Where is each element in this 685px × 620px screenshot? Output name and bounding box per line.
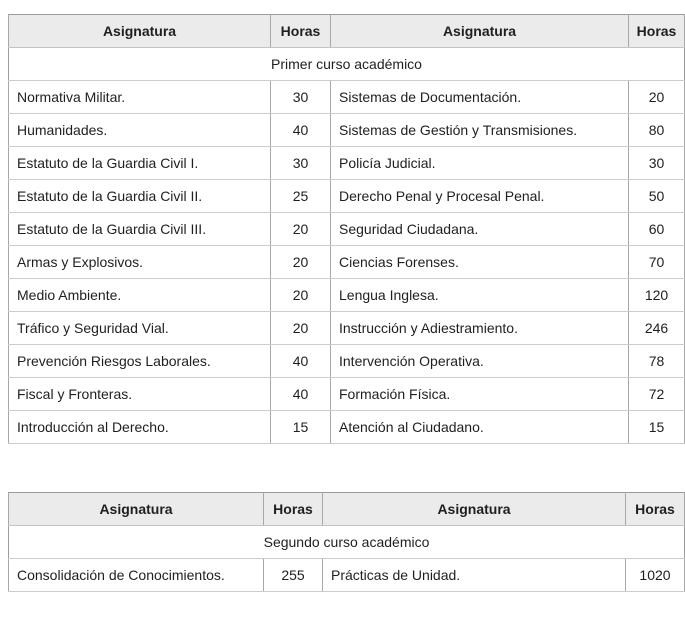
section-title-row bbox=[9, 526, 685, 559]
horas-cell: 15 bbox=[629, 411, 685, 444]
header-row bbox=[9, 493, 685, 526]
horas-cell: 30 bbox=[271, 147, 331, 180]
asignatura-header: Asignatura bbox=[9, 15, 271, 48]
asignatura-cell: Armas y Explosivos. bbox=[9, 246, 271, 279]
segundo-curso-table bbox=[8, 492, 685, 592]
asignatura-cell: Introducción al Derecho. bbox=[9, 411, 271, 444]
asignatura-cell: Derecho Penal y Procesal Penal. bbox=[331, 180, 629, 213]
horas-cell: 40 bbox=[271, 378, 331, 411]
horas-cell: 1020 bbox=[626, 559, 685, 592]
asignatura-cell: Estatuto de la Guardia Civil III. bbox=[9, 213, 271, 246]
table-row bbox=[9, 312, 685, 345]
table-row bbox=[9, 246, 685, 279]
asignatura-cell: Ciencias Forenses. bbox=[331, 246, 629, 279]
horas-cell: 60 bbox=[629, 213, 685, 246]
table-row bbox=[9, 180, 685, 213]
section-title: Primer curso académico bbox=[9, 48, 685, 81]
asignatura-cell: Consolidación de Conocimientos. bbox=[9, 559, 264, 592]
horas-cell: 70 bbox=[629, 246, 685, 279]
horas-cell: 20 bbox=[271, 312, 331, 345]
horas-cell: 30 bbox=[629, 147, 685, 180]
asignatura-cell: Formación Física. bbox=[331, 378, 629, 411]
asignatura-header: Asignatura bbox=[323, 493, 626, 526]
table-row bbox=[9, 81, 685, 114]
asignatura-header: Asignatura bbox=[9, 493, 264, 526]
horas-cell: 50 bbox=[629, 180, 685, 213]
asignatura-cell: Estatuto de la Guardia Civil I. bbox=[9, 147, 271, 180]
horas-header: Horas bbox=[629, 15, 685, 48]
asignatura-cell: Estatuto de la Guardia Civil II. bbox=[9, 180, 271, 213]
horas-cell: 120 bbox=[629, 279, 685, 312]
horas-cell: 40 bbox=[271, 114, 331, 147]
horas-cell: 20 bbox=[271, 279, 331, 312]
table-row bbox=[9, 114, 685, 147]
horas-cell: 20 bbox=[629, 81, 685, 114]
asignatura-cell: Sistemas de Documentación. bbox=[331, 81, 629, 114]
horas-cell: 30 bbox=[271, 81, 331, 114]
section-title-row bbox=[9, 48, 685, 81]
asignatura-cell: Instrucción y Adiestramiento. bbox=[331, 312, 629, 345]
horas-cell: 25 bbox=[271, 180, 331, 213]
asignatura-header: Asignatura bbox=[331, 15, 629, 48]
table-row bbox=[9, 345, 685, 378]
asignatura-cell: Tráfico y Seguridad Vial. bbox=[9, 312, 271, 345]
table-row bbox=[9, 279, 685, 312]
horas-cell: 246 bbox=[629, 312, 685, 345]
horas-cell: 255 bbox=[264, 559, 323, 592]
asignatura-cell: Fiscal y Fronteras. bbox=[9, 378, 271, 411]
primer-curso-table bbox=[8, 14, 685, 444]
horas-cell: 78 bbox=[629, 345, 685, 378]
asignatura-cell: Intervención Operativa. bbox=[331, 345, 629, 378]
table-row bbox=[9, 411, 685, 444]
horas-cell: 72 bbox=[629, 378, 685, 411]
asignatura-cell: Humanidades. bbox=[9, 114, 271, 147]
asignatura-cell: Normativa Militar. bbox=[9, 81, 271, 114]
asignatura-cell: Lengua Inglesa. bbox=[331, 279, 629, 312]
asignatura-cell: Seguridad Ciudadana. bbox=[331, 213, 629, 246]
asignatura-cell: Medio Ambiente. bbox=[9, 279, 271, 312]
section-title: Segundo curso académico bbox=[9, 526, 685, 559]
asignatura-cell: Atención al Ciudadano. bbox=[331, 411, 629, 444]
horas-header: Horas bbox=[626, 493, 685, 526]
horas-header: Horas bbox=[264, 493, 323, 526]
header-row bbox=[9, 15, 685, 48]
horas-cell: 40 bbox=[271, 345, 331, 378]
table-row bbox=[9, 213, 685, 246]
table-row bbox=[9, 559, 685, 592]
asignatura-cell: Policía Judicial. bbox=[331, 147, 629, 180]
table-row bbox=[9, 147, 685, 180]
table-row bbox=[9, 378, 685, 411]
asignatura-cell: Prevención Riesgos Laborales. bbox=[9, 345, 271, 378]
horas-cell: 20 bbox=[271, 213, 331, 246]
horas-cell: 15 bbox=[271, 411, 331, 444]
asignatura-cell: Prácticas de Unidad. bbox=[323, 559, 626, 592]
asignatura-cell: Sistemas de Gestión y Transmisiones. bbox=[331, 114, 629, 147]
horas-cell: 20 bbox=[271, 246, 331, 279]
horas-header: Horas bbox=[271, 15, 331, 48]
horas-cell: 80 bbox=[629, 114, 685, 147]
